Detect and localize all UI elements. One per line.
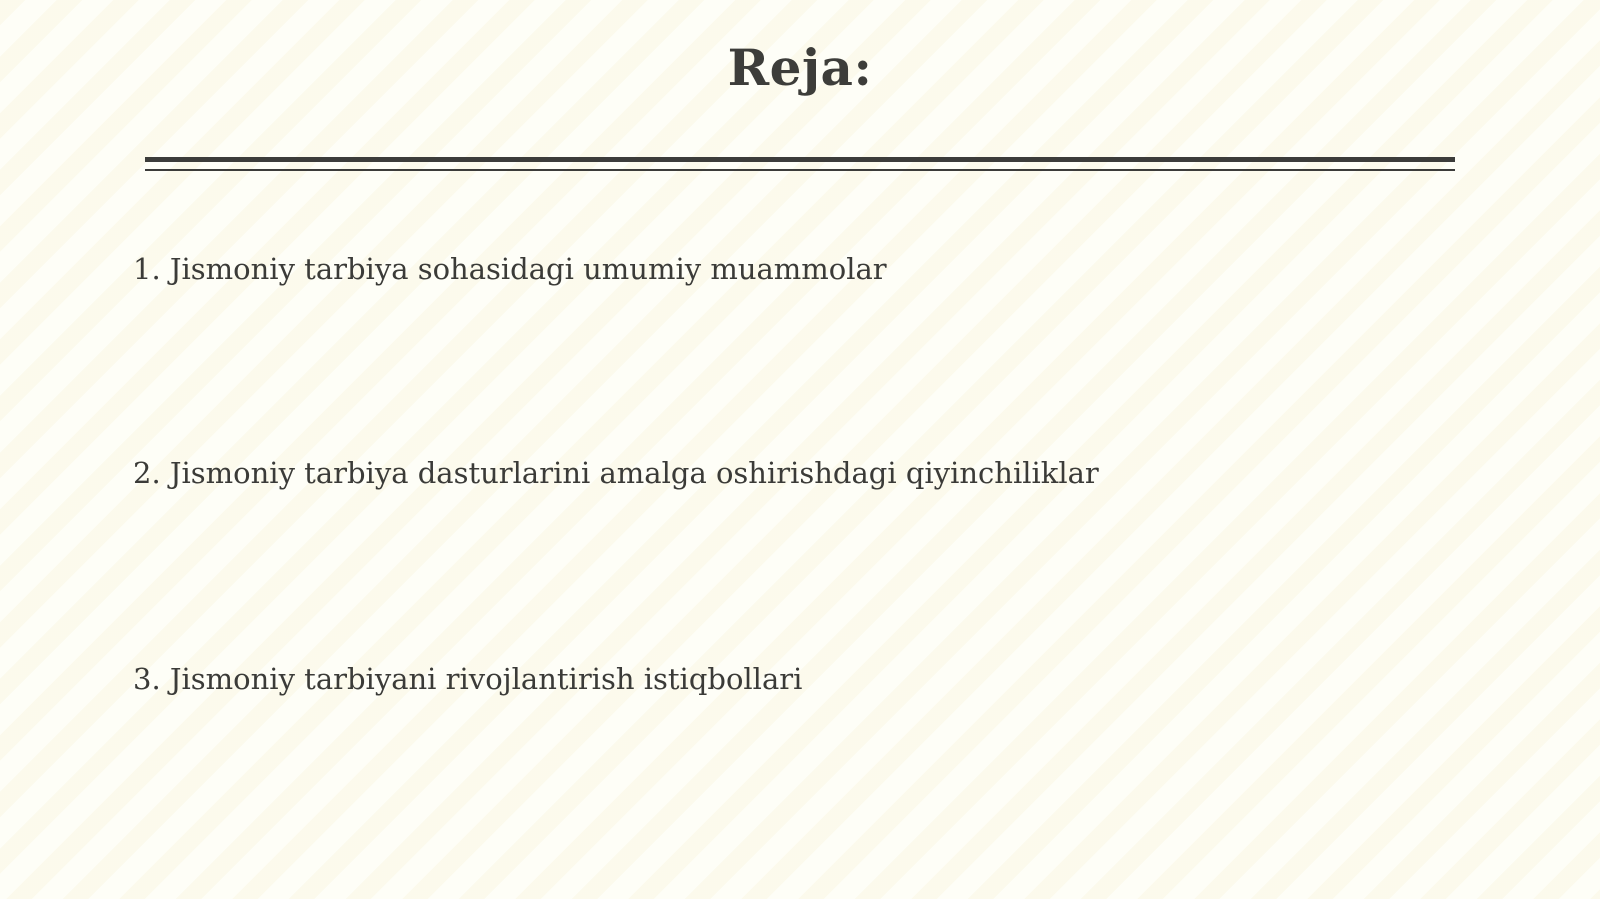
title-divider-thick	[145, 157, 1455, 162]
plan-item-1: 1. Jismoniy tarbiya sohasidagi umumiy muammolar	[133, 252, 887, 286]
plan-item-2: 2. Jismoniy tarbiya dasturlarini amalga oshirishdagi qiyinchiliklar	[133, 456, 1099, 490]
slide-title: Reja:	[727, 38, 873, 97]
plan-item-3: 3. Jismoniy tarbiyani rivojlantirish istiqbollari	[133, 662, 803, 696]
title-divider-thin	[145, 169, 1455, 171]
